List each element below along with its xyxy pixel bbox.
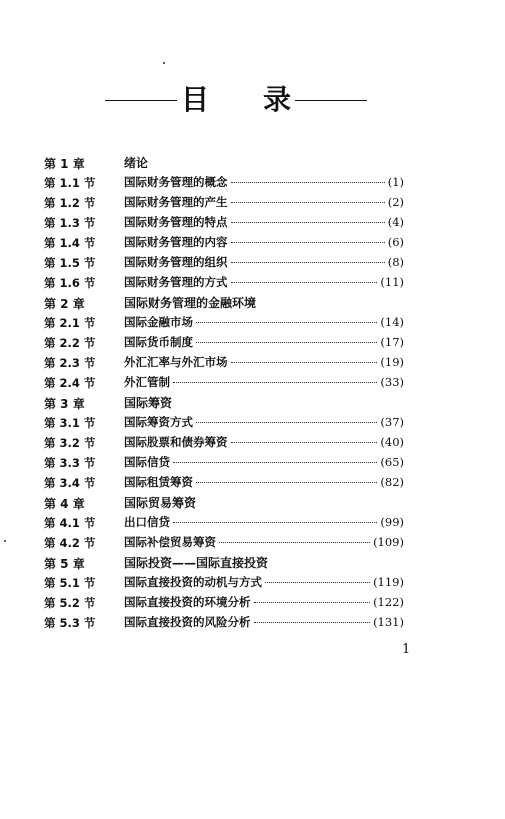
toc-section-row bbox=[44, 432, 404, 452]
entry-title: 国际投资——国际直接投资 bbox=[124, 556, 269, 570]
scan-speck bbox=[163, 62, 165, 64]
entry-page: (122) bbox=[373, 595, 404, 609]
entry-number: 第 3.3 节 bbox=[44, 456, 96, 470]
dot-leader bbox=[196, 322, 377, 323]
toc-section-row bbox=[44, 372, 404, 392]
entry-number: 第 2.3 节 bbox=[44, 356, 96, 370]
toc-section-row bbox=[44, 212, 404, 232]
entry-title: 绪论 bbox=[124, 156, 149, 170]
entry-title: 国际筹资 bbox=[124, 396, 173, 410]
entry-page: (14) bbox=[380, 315, 404, 329]
entry-number: 第 4.2 节 bbox=[44, 536, 96, 550]
entry-title: 国际财务管理的产生 bbox=[124, 195, 228, 209]
dot-leader bbox=[254, 602, 371, 603]
entry-page: (119) bbox=[373, 575, 404, 589]
toc-section-row bbox=[44, 612, 404, 632]
entry-title: 国际贸易筹资 bbox=[124, 496, 197, 510]
entry-title: 国际财务管理的概念 bbox=[124, 175, 228, 189]
entry-number: 第 1.6 节 bbox=[44, 276, 96, 290]
entry-title: 国际补偿贸易筹资 bbox=[124, 535, 216, 549]
toc-heading bbox=[105, 84, 367, 116]
entry-number: 第 5.3 节 bbox=[44, 616, 96, 630]
heading-char-mu: 目 bbox=[180, 83, 209, 116]
entry-number: 第 5.2 节 bbox=[44, 596, 96, 610]
entry-title: 出口信贷 bbox=[124, 515, 170, 529]
toc-section-row bbox=[44, 512, 404, 532]
entry-number: 第 2 章 bbox=[44, 297, 85, 311]
toc-section-row bbox=[44, 352, 404, 372]
entry-number: 第 5.1 节 bbox=[44, 576, 96, 590]
entry-number: 第 5 章 bbox=[44, 557, 85, 571]
dot-leader bbox=[231, 182, 385, 183]
toc-chapter-row bbox=[44, 392, 404, 412]
entry-number: 第 3.2 节 bbox=[44, 436, 96, 450]
dot-leader bbox=[231, 282, 378, 283]
dot-leader bbox=[219, 542, 370, 543]
entry-title: 国际信贷 bbox=[124, 455, 170, 469]
entry-number: 第 3.4 节 bbox=[44, 476, 96, 490]
entry-title: 国际股票和债券筹资 bbox=[124, 435, 228, 449]
toc-chapter-row bbox=[44, 492, 404, 512]
entry-page: (40) bbox=[380, 435, 404, 449]
toc-section-row bbox=[44, 412, 404, 432]
entry-title: 国际直接投资的环境分析 bbox=[124, 595, 251, 609]
entry-title: 外汇管制 bbox=[124, 375, 170, 389]
dot-leader bbox=[231, 262, 385, 263]
entry-number: 第 3.1 节 bbox=[44, 416, 96, 430]
dot-leader bbox=[231, 202, 385, 203]
entry-page: (82) bbox=[380, 475, 404, 489]
dot-leader bbox=[173, 382, 377, 383]
entry-page: (65) bbox=[380, 455, 404, 469]
dot-leader bbox=[173, 522, 377, 523]
dot-leader bbox=[196, 342, 377, 343]
entry-page: (37) bbox=[380, 415, 404, 429]
entry-number: 第 1.5 节 bbox=[44, 256, 96, 270]
entry-page: (33) bbox=[380, 375, 404, 389]
toc-section-row bbox=[44, 252, 404, 272]
entry-page: (11) bbox=[380, 275, 404, 289]
entry-page: (4) bbox=[387, 215, 404, 229]
entry-title: 国际财务管理的金融环境 bbox=[124, 296, 257, 310]
entry-title: 国际直接投资的动机与方式 bbox=[124, 575, 262, 589]
toc-section-row bbox=[44, 452, 404, 472]
toc-section-row bbox=[44, 532, 404, 552]
entry-page: (17) bbox=[380, 335, 404, 349]
entry-page: (131) bbox=[373, 615, 404, 629]
toc-chapter-row bbox=[44, 152, 404, 172]
entry-number: 第 4 章 bbox=[44, 497, 85, 511]
dot-leader bbox=[173, 462, 377, 463]
toc-section-row bbox=[44, 332, 404, 352]
dot-leader bbox=[231, 442, 378, 443]
entry-title: 国际筹资方式 bbox=[124, 415, 193, 429]
entry-page: (1) bbox=[387, 175, 404, 189]
entry-title: 国际财务管理的内容 bbox=[124, 235, 228, 249]
toc-section-row bbox=[44, 172, 404, 192]
entry-page: (19) bbox=[380, 355, 404, 369]
entry-page: (2) bbox=[387, 195, 404, 209]
table-of-contents bbox=[44, 152, 404, 632]
toc-section-row bbox=[44, 232, 404, 252]
entry-number: 第 4.1 节 bbox=[44, 516, 96, 530]
dot-leader bbox=[231, 362, 378, 363]
toc-section-row bbox=[44, 272, 404, 292]
toc-section-row bbox=[44, 472, 404, 492]
toc-section-row bbox=[44, 572, 404, 592]
entry-page: (99) bbox=[380, 515, 404, 529]
entry-title: 国际租赁筹资 bbox=[124, 475, 193, 489]
dot-leader bbox=[196, 482, 377, 483]
entry-number: 第 2.2 节 bbox=[44, 336, 96, 350]
dot-leader bbox=[196, 422, 377, 423]
dot-leader bbox=[265, 582, 370, 583]
entry-number: 第 2.4 节 bbox=[44, 376, 96, 390]
toc-section-row bbox=[44, 192, 404, 212]
entry-title: 国际财务管理的组织 bbox=[124, 255, 228, 269]
entry-number: 第 1 章 bbox=[44, 157, 85, 171]
entry-page: (109) bbox=[373, 535, 404, 549]
entry-number: 第 3 章 bbox=[44, 397, 85, 411]
entry-number: 第 1.1 节 bbox=[44, 176, 96, 190]
heading-char-lu: 录 bbox=[263, 83, 292, 116]
toc-chapter-row bbox=[44, 552, 404, 572]
entry-title: 外汇汇率与外汇市场 bbox=[124, 355, 228, 369]
dot-leader bbox=[231, 222, 385, 223]
entry-number: 第 1.2 节 bbox=[44, 196, 96, 210]
toc-section-row bbox=[44, 592, 404, 612]
entry-page: (8) bbox=[387, 255, 404, 269]
dot-leader bbox=[231, 242, 385, 243]
heading-rule-left bbox=[105, 100, 177, 101]
entry-number: 第 1.4 节 bbox=[44, 236, 96, 250]
toc-section-row bbox=[44, 312, 404, 332]
toc-chapter-row bbox=[44, 292, 404, 312]
entry-title: 国际财务管理的方式 bbox=[124, 275, 228, 289]
scan-speck bbox=[4, 540, 6, 542]
entry-title: 国际直接投资的风险分析 bbox=[124, 615, 251, 629]
entry-title: 国际金融市场 bbox=[124, 315, 193, 329]
entry-number: 第 1.3 节 bbox=[44, 216, 96, 230]
page-number: 1 bbox=[402, 642, 411, 657]
entry-page: (6) bbox=[387, 235, 404, 249]
dot-leader bbox=[254, 622, 371, 623]
heading-rule-right bbox=[295, 100, 367, 101]
entry-title: 国际财务管理的特点 bbox=[124, 215, 228, 229]
entry-title: 国际货币制度 bbox=[124, 335, 193, 349]
entry-number: 第 2.1 节 bbox=[44, 316, 96, 330]
